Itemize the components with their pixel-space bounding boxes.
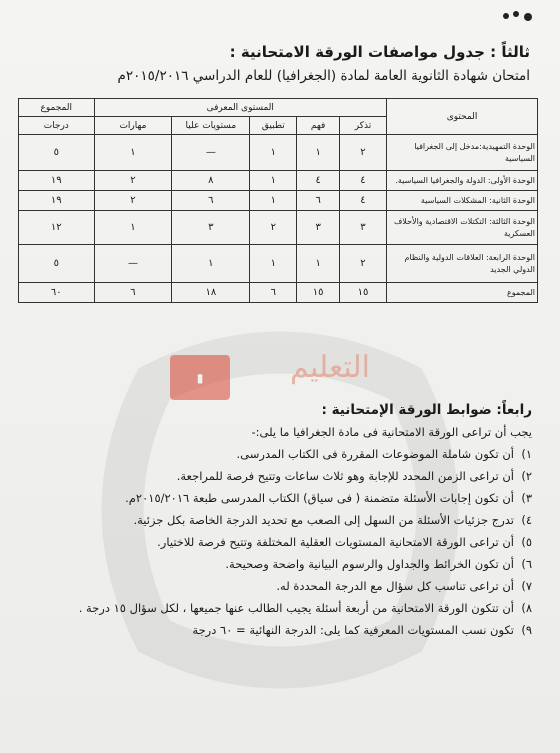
cell: ٨ xyxy=(172,171,250,191)
watermark-text: التعليم xyxy=(290,350,370,385)
cell: ١٥ xyxy=(297,283,339,303)
cell: ٣ xyxy=(297,211,339,245)
exam-subheading: امتحان شهادة الثانوية العامة لمادة (الجغرافيا) للعام الدراسي ٢٠١٥/٢٠١٦م xyxy=(117,68,530,84)
list-item: ٥)أن تراعى الورقة الامتحانية المستويات العقلية المختلفة وتتيح فرصة للاختيار. xyxy=(157,535,532,549)
list-item: ٩)تكون نسب المستويات المعرفية كما يلى: الدرجة النهائية = ٦٠ درجة xyxy=(192,623,532,637)
section-4-intro: يجب أن تراعى الورقة الامتحانية فى مادة الجغرافيا ما يلى:- xyxy=(251,425,532,439)
row-label: الوحدة الثالثة: التكتلات الاقتصادية والأحلاف العسكرية xyxy=(387,211,538,245)
list-item: ٨)أن تتكون الورقة الامتحانية من أربعة أسئلة يجيب الطالب عنها جميعها ، لكل سؤال ١٥ درجة . xyxy=(78,601,532,615)
section-3-heading: ثالثاً : جدول مواصفات الورقة الامتحانية : xyxy=(229,43,530,61)
cell: ١ xyxy=(297,135,339,171)
cell: ٢ xyxy=(339,135,386,171)
list-item: ٤)تدرج جزئيات الأسئلة من السهل إلى الصعب مع تحديد الدرجة الخاصة بكل جزئية. xyxy=(133,513,532,527)
rules-list xyxy=(27,443,532,641)
table-row xyxy=(19,211,538,245)
row-label: الوحدة الأولى: الدولة والجغرافيا السياسية. xyxy=(387,171,538,191)
cell: ٦٠ xyxy=(19,283,95,303)
cell: ٤ xyxy=(339,171,386,191)
cell: ١٨ xyxy=(172,283,250,303)
cell: ٦ xyxy=(94,283,172,303)
cell: ١ xyxy=(94,135,172,171)
cell: ٦ xyxy=(172,191,250,211)
cell: ١ xyxy=(297,245,339,283)
cell: — xyxy=(94,245,172,283)
section-4-heading: رابعاً: ضوابط الورقة الإمتحانية : xyxy=(321,402,532,418)
header-apply: تطبيق xyxy=(250,117,297,135)
list-item: ٧)أن تراعى تناسب كل سؤال مع الدرجة المحددة له. xyxy=(276,579,532,593)
cell: ١ xyxy=(172,245,250,283)
cell: ٤ xyxy=(339,191,386,211)
row-label: الوحدة التمهيدية:مدخل إلى الجغرافيا السياسية xyxy=(387,135,538,171)
table-row xyxy=(19,135,538,171)
header-remember: تذكر xyxy=(339,117,386,135)
row-label: الوحدة الرابعة: العلاقات الدولية والنظام الدولي الجديد xyxy=(387,245,538,283)
cell: ١ xyxy=(250,171,297,191)
table-row xyxy=(19,171,538,191)
header-understand: فهم xyxy=(297,117,339,135)
cell: ١ xyxy=(94,211,172,245)
header-skills: مهارات xyxy=(94,117,172,135)
row-label: الوحدة الثانية: المشكلات السياسية xyxy=(387,191,538,211)
cell: ٢ xyxy=(250,211,297,245)
header-grades: درجات xyxy=(19,117,95,135)
header-cognitive-level: المستوى المعرفى xyxy=(94,99,387,117)
cell: ٥ xyxy=(19,135,95,171)
cell: ٢ xyxy=(94,191,172,211)
cell: ١٥ xyxy=(339,283,386,303)
cell: ١٢ xyxy=(19,211,95,245)
cell: ٣ xyxy=(172,211,250,245)
cell: ٥ xyxy=(19,245,95,283)
total-label: المجموع xyxy=(387,283,538,303)
cell: ١٩ xyxy=(19,191,95,211)
watermark-book-logo: ▮ xyxy=(170,355,230,400)
cell: ١ xyxy=(250,191,297,211)
cell: ٢ xyxy=(339,245,386,283)
list-item: ١)أن تكون شاملة الموضوعات المقررة فى الكتاب المدرسى. xyxy=(236,447,532,461)
cell: ١ xyxy=(250,135,297,171)
cell: ٢ xyxy=(94,171,172,191)
cell: ٦ xyxy=(297,191,339,211)
cell: — xyxy=(172,135,250,171)
table-row xyxy=(19,191,538,211)
header-content: المحتوى xyxy=(387,99,538,135)
list-item: ٦)أن تكون الخرائط والجداول والرسوم البيانية واضحة وصحيحة. xyxy=(225,557,532,571)
cell: ١٩ xyxy=(19,171,95,191)
list-item: ٣)أن تكون إجابات الأسئلة متضمنة ( فى سياق) الكتاب المدرسى طبعة ٢٠١٥/٢٠١٦م. xyxy=(125,491,532,505)
table-row xyxy=(19,245,538,283)
header-higher-levels: مستويات عليا xyxy=(172,117,250,135)
header-total: المجموع xyxy=(19,99,95,117)
cell: ٣ xyxy=(339,211,386,245)
cell: ٤ xyxy=(297,171,339,191)
table-total-row xyxy=(19,283,538,303)
corner-mark-icon xyxy=(500,8,536,24)
cell: ١ xyxy=(250,245,297,283)
specification-table xyxy=(18,98,538,303)
list-item: ٢)أن تراعى الزمن المحدد للإجابة وهو ثلاث ساعات وتتيح فرصة للمراجعة. xyxy=(176,469,532,483)
cell: ٦ xyxy=(250,283,297,303)
